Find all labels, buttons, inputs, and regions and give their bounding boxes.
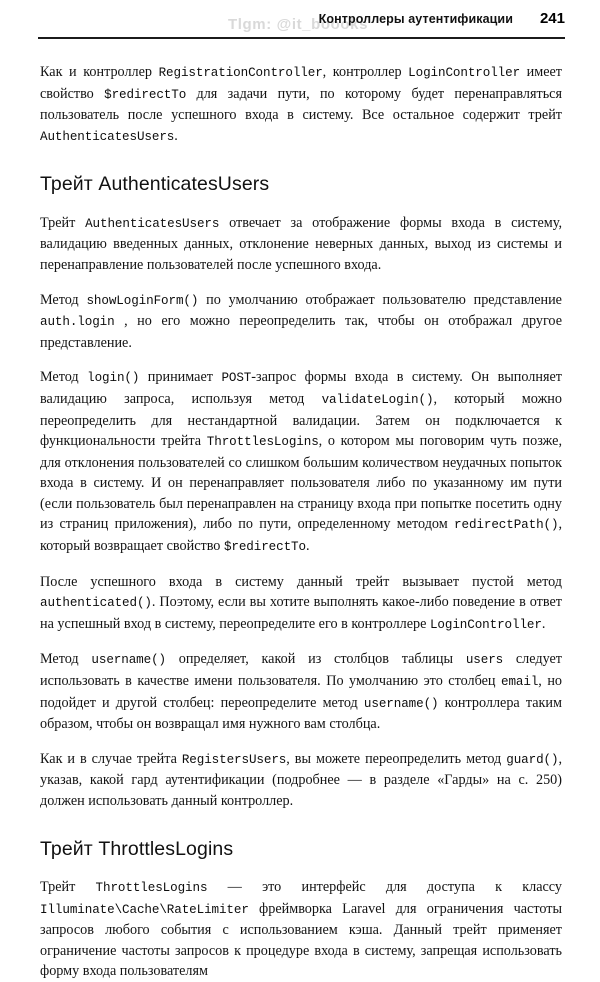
text-run: После успешного входа в систему данный трейт вызывает пустой метод (40, 573, 562, 590)
paragraph-show-login-form (40, 290, 562, 354)
text-run: по умолчанию отображает пользователю представление (198, 291, 562, 308)
text-run: , который можно переопределить для нестандартной валидации. Затем он подключается к функциональности трейта (40, 390, 562, 450)
text-run: отвечает за отображение формы входа в систему, валидацию введенных данных, отклонение неверных данных, выход из системы и перенаправление пользователей после успешного входа. (40, 214, 562, 273)
code-redirect-path: redirectPath() (454, 518, 559, 533)
code-registration-controller: RegistrationController (158, 66, 323, 80)
page-number: 241 (539, 10, 565, 27)
text-run: . (174, 127, 178, 144)
paragraph-throttles-overview (40, 877, 562, 982)
watermark-text: Tlgm: @it_boooks (228, 16, 369, 33)
code-authenticates-users: AuthenticatesUsers (85, 216, 220, 231)
text-run: , контроллер (322, 64, 409, 80)
text-run: . Поэтому, если вы хотите выполнять какое-либо поведение в ответ на успешный вход в систему, переопределите его в контроллере (40, 594, 562, 632)
running-head-title: Контроллеры аутентификации (318, 12, 513, 26)
code-auth-login-view: auth.login (40, 315, 115, 330)
running-head (38, 10, 565, 34)
code-authenticated-method: authenticated() (40, 596, 152, 611)
code-guard-method: guard() (506, 752, 559, 767)
text-run: — это интерфейс для доступа к классу (207, 879, 562, 895)
text-run: Метод (40, 291, 87, 308)
code-login-controller: LoginController (429, 617, 542, 632)
code-post: POST (221, 371, 252, 386)
text-run: Метод (40, 369, 88, 386)
text-run: Трейт (40, 214, 86, 231)
code-login-controller: LoginController (408, 66, 521, 80)
code-username-method: username() (91, 653, 166, 668)
heading-authenticates-users: Трейт AuthenticatesUsers (40, 173, 270, 196)
paragraph-authenticates-overview (40, 213, 562, 276)
code-throttles-logins: ThrottlesLogins (206, 435, 319, 450)
paragraph-authenticated (40, 572, 562, 636)
heading-throttles-logins: Трейт ThrottlesLogins (40, 837, 234, 860)
text-run: , который возвращает свойство (40, 516, 562, 555)
paragraph-guard (40, 749, 562, 812)
text-run: следует использовать в качестве имени пользователя. По умолчанию это столбец (40, 651, 562, 690)
text-column (40, 62, 562, 982)
text-run: определяет, какой из столбцов таблицы (165, 651, 466, 668)
paragraph-username (40, 649, 562, 734)
text-run: Трейт (40, 879, 96, 895)
text-run: . (541, 615, 546, 632)
text-run: фреймворка Laravel для ограничения частоты запросов любого события с использованием кэша. Данный трейт применяет ограничение частоты запросов к процедуре входа в систему, запрещая использовать форму входа пользователям (40, 900, 562, 980)
code-validate-login: validateLogin() (321, 392, 434, 407)
text-run: Как и в случае трейта (40, 750, 182, 767)
text-run: контроллера таким образом, чтобы он возвращал имя нужного вам столбца. (40, 694, 562, 733)
text-run: Как и контроллер (40, 64, 159, 80)
code-users-table: users (465, 653, 504, 668)
header-rule-divider (38, 37, 565, 39)
text-run: имеет свойство (40, 64, 562, 102)
text-run: Метод (40, 651, 92, 668)
code-login-method: login() (87, 371, 140, 386)
code-username-method: username() (363, 696, 439, 711)
code-redirect-to: $redirectTo (104, 87, 187, 102)
code-email-column: email (500, 675, 539, 690)
text-run: . (305, 538, 310, 555)
text-run: , указав, какой гард аутентификации (подробнее — в разделе «Гарды» на с. 250) должен использовать данный контроллер. (40, 750, 562, 810)
code-rate-limiter-class: Illuminate\Cache\RateLimiter (40, 902, 249, 917)
text-run: , вы можете переопределить метод (286, 750, 507, 767)
text-run: для задачи пути, по которому будет перенаправляться пользователь после успешного входа в систему. Все остальное содержит трейт (40, 85, 562, 124)
code-throttles-logins: ThrottlesLogins (95, 881, 208, 895)
text-run: , но подойдет и другой столбец: переопределите метод (40, 673, 562, 711)
paragraph-intro (40, 62, 562, 147)
text-run: принимает (139, 369, 222, 386)
code-authenticates-users: AuthenticatesUsers (40, 129, 175, 144)
paragraph-login-method (40, 367, 562, 557)
text-run: , но его можно переопределить так, чтобы он отображал другое представление. (40, 313, 562, 351)
text-run: -запрос формы входа в систему. Он выполняет валидацию запроса, используя метод (40, 369, 562, 407)
code-redirect-to: $redirectTo (223, 540, 306, 555)
code-registers-users: RegistersUsers (181, 752, 287, 767)
text-run: , о котором мы поговорим чуть позже, для отклонения пользователей со слишком большим количеством неудачных попыток входа в систему. И он перенаправляет пользователя либо по указанному им пути (если пользователь был перенаправлен на страницу входа при попытке посетить одну из страниц приложения), либо по пути, определенному методом (40, 433, 563, 533)
code-show-login-form: showLoginForm() (86, 293, 199, 308)
